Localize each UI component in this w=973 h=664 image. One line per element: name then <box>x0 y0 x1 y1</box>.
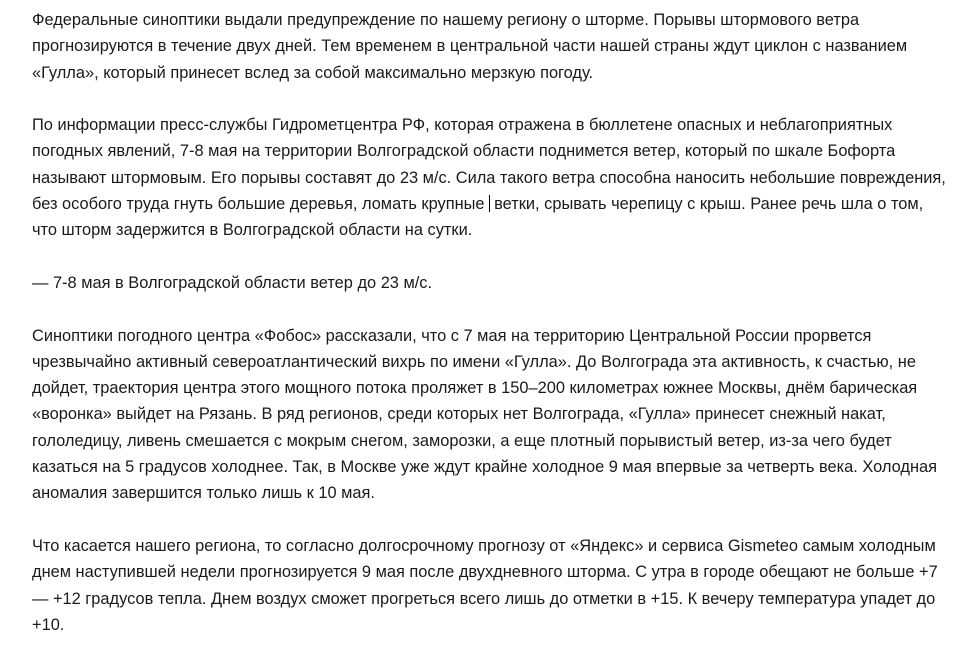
paragraph-hydromet-info <box>32 112 947 243</box>
paragraph-regional-forecast <box>32 533 947 638</box>
paragraph-fobos-gulla <box>32 323 947 507</box>
paragraph-text: Что касается нашего региона, то согласно долгосрочному прогнозу от «Яндекс» и сервиса Gismeteo самым холодным днем наступившей недели прогнозируется 9 мая после двухдневного шторма. С утра в городе обещают не больше +7 — +12 градусов тепла. Днем воздух сможет прогреться всего лишь до отметки в +15. К вечеру температура упадет до +10. <box>32 536 938 634</box>
paragraph-text: Синоптики погодного центра «Фобос» рассказали, что с 7 мая на территорию Центральной России прорвется чрезвычайно активный североатлантический вихрь по имени «Гулла». До Волгограда эта активность, к счастью, не дойдет, траектория центра этого мощного потока проляжет в 150–200 километрах южнее Москвы, днём барическая «воронка» выйдет на Рязань. В ряд регионов, среди которых нет Волгограда, «Гулла» принесет снежный накат, гололедицу, ливень смешается с мокрым снегом, заморозки, а еще плотный порывистый ветер, из-за чего будет казаться на 5 градусов холоднее. Так, в Москве уже ждут крайне холодное 9 мая впервые за четверть века. Холодная аномалия завершится только лишь к 10 мая. <box>32 326 938 503</box>
paragraph-text: Федеральные синоптики выдали предупреждение по нашему региону о шторме. Порывы штормового ветра прогнозируются в течение двух дней. Тем временем в центральной части нашей страны ждут циклон с названием «Гулла», который принесет вслед за собой максимально мерзкую погоду. <box>32 11 908 82</box>
paragraph-text: — 7-8 мая в Волгоградской области ветер до 23 м/с. <box>32 273 433 292</box>
article-body <box>32 7 947 664</box>
paragraph-wind-summary <box>32 270 947 296</box>
paragraph-text-continued: ветки, срывать черепицу с крыш. Ранее речь шла о том, что шторм задержится в Волгоградской области на сутки. <box>32 195 924 240</box>
text-cursor <box>489 195 490 212</box>
paragraph-storm-warning <box>32 7 947 86</box>
paragraph-text: По информации пресс-службы Гидрометцентра РФ, которая отражена в бюллетене опасных и неблагоприятных погодных явлений, 7-8 мая на территории Волгоградской области поднимется ветер, который по шкале Бофорта называют штормовым. Его порывы составят до 23 м/с. Сила такого ветра способна наносить небольшие повреждения, без особого труда гнуть большие деревья, ломать крупные <box>32 116 946 214</box>
